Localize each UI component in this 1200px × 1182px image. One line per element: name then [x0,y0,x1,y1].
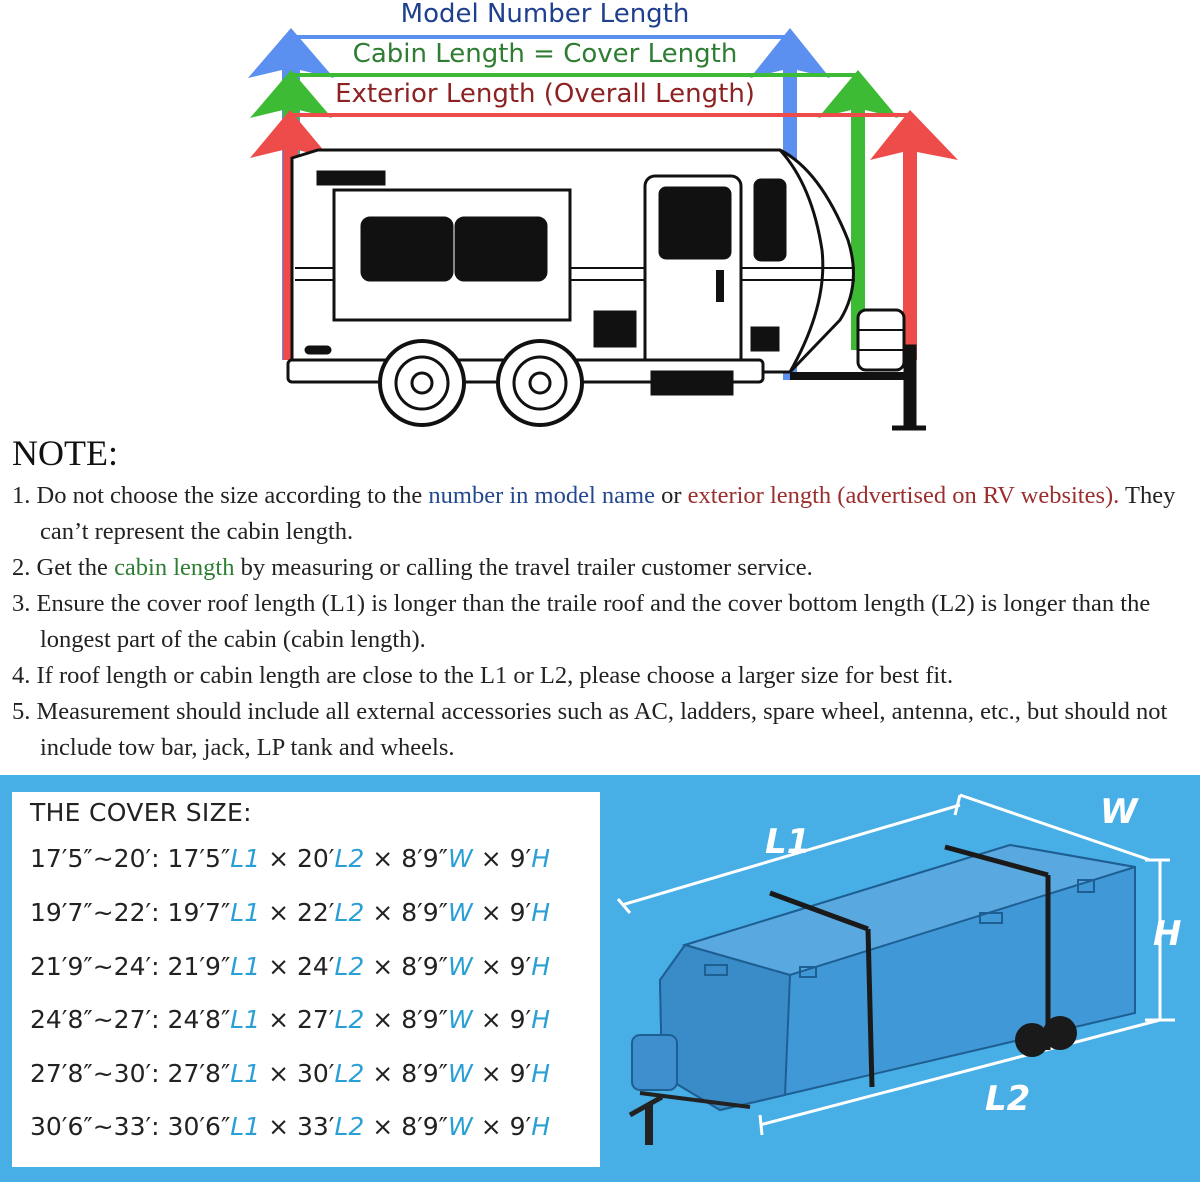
note-highlight-green: cabin length [114,554,235,581]
l2-label: L2 [985,1079,1031,1119]
times-sign: × [268,1112,290,1141]
note-item-number: 4. [12,662,31,689]
h-value: 9′ [509,844,532,873]
note-item-number: 3. [12,590,31,617]
h-unit: H [531,952,551,981]
times-sign: × [372,1005,394,1034]
h-unit: H [531,898,551,927]
note-text: by measuring or calling the travel trailer customer service. [234,554,813,581]
size-range: 27′8″~30′: [30,1059,160,1088]
l1-value: 17′5″ [167,844,231,873]
note-text: Measurement should include all external accessories such as AC, ladders, spare wheel, antenna, etc., but should not include tow bar, jack, LP tank and wheels. [36,698,1168,761]
h-unit: H [531,1005,551,1034]
times-sign: × [480,844,502,873]
l1-value: 30′6″ [167,1112,231,1141]
h-unit: H [531,844,551,873]
times-sign: × [480,898,502,927]
h-value: 9′ [509,898,532,927]
times-sign: × [372,1059,394,1088]
l1-unit: L1 [230,1112,261,1141]
note-item [12,586,1192,658]
times-sign: × [480,1005,502,1034]
l2-value: 20′ [296,844,335,873]
h-value: 9′ [509,952,532,981]
note-title: NOTE: [12,433,118,473]
note-item [12,694,1192,766]
times-sign: × [268,1059,290,1088]
l2-unit: L2 [334,898,365,927]
note-highlight-blue: number in model name [428,482,655,509]
note-highlight-red: exterior length (advertised on RV websites). [687,482,1120,509]
w-label: W [1100,792,1138,832]
l1-value: 21′9″ [167,952,231,981]
l2-value: 27′ [296,1005,335,1034]
w-unit: W [448,1112,473,1141]
size-range: 19′7″~22′: [30,898,160,927]
cover-size-title: THE COVER SIZE: [30,798,252,827]
exterior-length-label: Exterior Length (Overall Length) [335,79,755,109]
cover-size-row [30,1059,550,1088]
times-sign: × [268,1005,290,1034]
l2-unit: L2 [334,1112,365,1141]
l1-unit: L1 [230,1005,261,1034]
l2-unit: L2 [334,1005,365,1034]
h-value: 9′ [509,1112,532,1141]
w-value: 8′9″ [401,898,449,927]
l1-unit: L1 [230,898,261,927]
cover-size-row [30,844,550,873]
note-list [12,478,1192,766]
l2-unit: L2 [334,952,365,981]
note-text: or [654,482,688,509]
l2-value: 30′ [296,1059,335,1088]
note-item [12,658,1192,694]
note-text: Do not choose the size according to the [36,482,429,509]
cover-size-row [30,1112,550,1141]
note-text: Ensure the cover roof length (L1) is longer than the traile roof and the cover bottom length (L2) is longer than the longest part of the cabin (cabin length). [36,590,1151,653]
w-unit: W [448,844,473,873]
cabin-length-label: Cabin Length = Cover Length [352,39,738,69]
note-item [12,478,1192,550]
times-sign: × [480,1059,502,1088]
w-value: 8′9″ [401,1059,449,1088]
l2-value: 24′ [296,952,335,981]
trailer-cover-illustration [600,775,1200,1182]
h-unit: H [531,1059,551,1088]
cover-size-row [30,1005,550,1034]
l1-value: 24′8″ [167,1005,231,1034]
size-range: 21′9″~24′: [30,952,160,981]
times-sign: × [268,898,290,927]
w-unit: W [448,898,473,927]
l1-value: 27′8″ [167,1059,231,1088]
size-range: 30′6″~33′: [30,1112,160,1141]
times-sign: × [480,1112,502,1141]
times-sign: × [268,844,290,873]
times-sign: × [372,898,394,927]
w-value: 8′9″ [401,1005,449,1034]
cover-size-row [30,898,550,927]
h-unit: H [531,1112,551,1141]
w-value: 8′9″ [401,952,449,981]
w-unit: W [448,1059,473,1088]
times-sign: × [372,952,394,981]
l1-unit: L1 [230,1059,261,1088]
w-value: 8′9″ [401,1112,449,1141]
note-item-number: 1. [12,482,31,509]
model-number-length-label: Model Number Length [400,0,690,29]
times-sign: × [268,952,290,981]
cover-size-panel [12,792,600,1167]
w-value: 8′9″ [401,844,449,873]
l1-unit: L1 [230,844,261,873]
h-value: 9′ [509,1059,532,1088]
w-unit: W [448,1005,473,1034]
note-text: If roof length or cabin length are close to the L1 or L2, please choose a larger size for best fit. [36,662,954,689]
times-sign: × [480,952,502,981]
l1-value: 19′7″ [167,898,231,927]
note-item [12,550,1192,586]
size-range: 17′5″~20′: [30,844,160,873]
trailer-illustration [288,150,926,428]
size-range: 24′8″~27′: [30,1005,160,1034]
covered-trailer [630,845,1135,1145]
note-text: They can’t represent the cabin length. [40,482,1176,545]
l2-unit: L2 [334,1059,365,1088]
times-sign: × [372,1112,394,1141]
note-item-number: 5. [12,698,31,725]
note-item-number: 2. [12,554,31,581]
times-sign: × [372,844,394,873]
h-label: H [1153,914,1182,954]
l2-value: 33′ [296,1112,335,1141]
h-value: 9′ [509,1005,532,1034]
trailer-measurement-diagram [0,0,1200,440]
l1-label: L1 [765,822,811,862]
l2-unit: L2 [334,844,365,873]
l2-value: 22′ [296,898,335,927]
w-unit: W [448,952,473,981]
cover-size-row [30,952,550,981]
l1-unit: L1 [230,952,261,981]
note-text: Get the [36,554,115,581]
